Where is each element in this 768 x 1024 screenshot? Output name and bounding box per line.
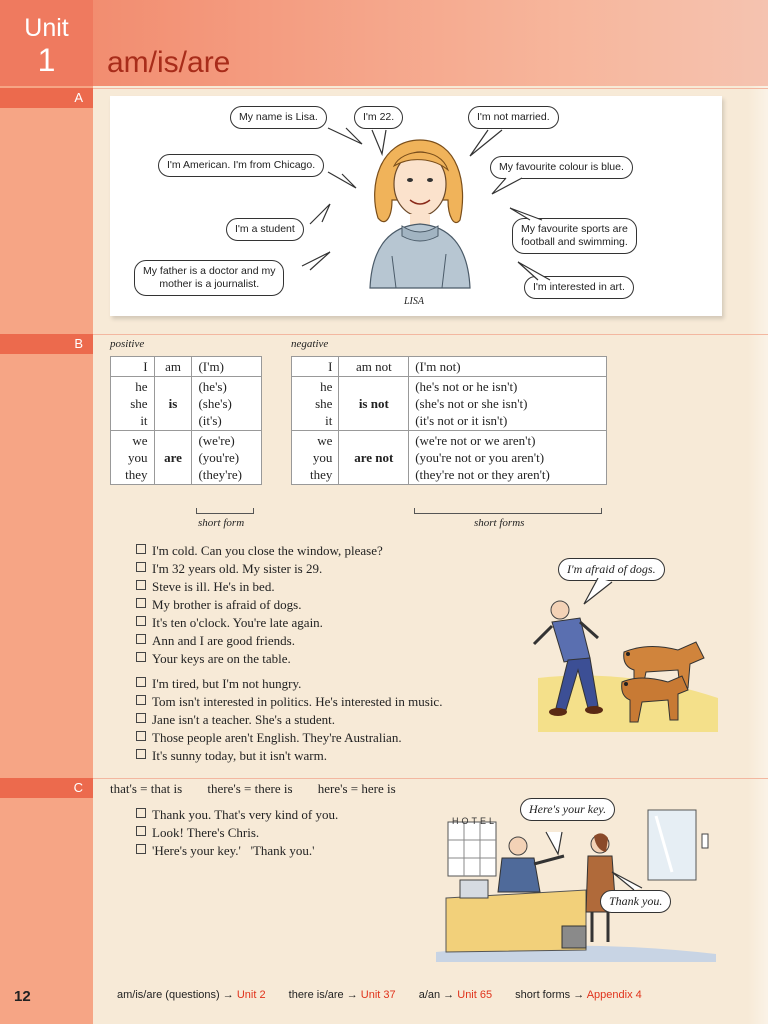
short-form-cell: (I'm not)	[409, 357, 607, 377]
bubble-key: Here's your key.	[520, 798, 615, 821]
examples-c	[136, 806, 338, 860]
list-item: Tom isn't interested in politics. He's interested in music.	[136, 693, 442, 711]
footer-link-text: am/is/are (questions) →	[117, 989, 234, 1001]
bubble-student: I'm a student	[226, 218, 304, 241]
examples-positive	[136, 542, 383, 668]
section-divider-c	[93, 778, 768, 779]
bubble-name: My name is Lisa.	[230, 106, 327, 129]
list-item: Steve is ill. He's in bed.	[136, 578, 383, 596]
list-item: I'm tired, but I'm not hungry.	[136, 675, 442, 693]
footer-cross-refs	[117, 989, 642, 1001]
contraction-here: here's = here is	[317, 781, 396, 796]
checkbox-icon	[136, 808, 146, 818]
table-row	[111, 431, 262, 485]
dog-illustration	[528, 578, 728, 738]
verb-cell: am not	[339, 357, 409, 377]
negative-table	[291, 356, 607, 485]
footer-link-unit-2[interactable]: Unit 2	[236, 989, 266, 1001]
unit-number: 1	[37, 42, 56, 78]
bubble-american: I'm American. I'm from Chicago.	[158, 154, 324, 177]
section-divider-b	[93, 334, 768, 335]
contraction-there: there's = there is	[207, 781, 293, 796]
negative-caption: negative	[291, 338, 329, 350]
short-form-cell: (he's) (she's) (it's)	[192, 377, 262, 431]
unit-badge	[0, 0, 93, 86]
bubble-art: I'm interested in art.	[524, 276, 634, 299]
examples-negative	[136, 675, 442, 765]
table-row	[111, 357, 262, 377]
footer-link-unit-37[interactable]: Unit 37	[360, 989, 396, 1001]
negative-footer: short forms	[474, 517, 525, 529]
contractions-line	[110, 781, 396, 797]
list-item: My brother is afraid of dogs.	[136, 596, 383, 614]
lisa-panel	[110, 96, 722, 316]
list-item: 'Here's your key.' 'Thank you.'	[136, 842, 338, 860]
checkbox-icon	[136, 677, 146, 687]
left-margin-strip	[0, 0, 93, 1024]
bubble-age: I'm 22.	[354, 106, 403, 129]
checkbox-icon	[136, 598, 146, 608]
dog-bubble: I'm afraid of dogs.	[558, 558, 665, 581]
lisa-caption: LISA	[404, 296, 424, 307]
checkbox-icon	[136, 695, 146, 705]
footer-link-text: there is/are →	[288, 989, 358, 1001]
unit-word: Unit	[24, 14, 69, 42]
list-item: It's ten o'clock. You're late again.	[136, 614, 383, 632]
positive-brace	[196, 508, 254, 514]
table-row	[111, 377, 262, 431]
verb-cell: are	[154, 431, 192, 485]
checkbox-icon	[136, 731, 146, 741]
pronoun-cell: we you they	[111, 431, 155, 485]
page-number: 12	[14, 988, 31, 1005]
list-item: Jane isn't a teacher. She's a student.	[136, 711, 442, 729]
page-edge-shade	[748, 86, 768, 1024]
checkbox-icon	[136, 544, 146, 554]
section-label-b: B	[0, 334, 93, 354]
checkbox-icon	[136, 844, 146, 854]
checkbox-icon	[136, 652, 146, 662]
positive-caption: positive	[110, 338, 145, 350]
pronoun-cell: I	[292, 357, 339, 377]
short-form-cell: (I'm)	[192, 357, 262, 377]
list-item: Look! There's Chris.	[136, 824, 338, 842]
bubble-father: My father is a doctor and my mother is a journalist.	[134, 260, 284, 296]
bubble-thanks: Thank you.	[600, 890, 671, 913]
pronoun-cell: he she it	[111, 377, 155, 431]
footer-link-text: a/an →	[418, 989, 455, 1001]
checkbox-icon	[136, 634, 146, 644]
positive-footer: short form	[198, 517, 245, 529]
checkbox-icon	[136, 826, 146, 836]
verb-cell: is	[154, 377, 192, 431]
list-item: I'm 32 years old. My sister is 29.	[136, 560, 383, 578]
list-item: Those people aren't English. They're Australian.	[136, 729, 442, 747]
contraction-that: that's = that is	[110, 781, 183, 796]
table-row	[292, 357, 607, 377]
pronoun-cell: I	[111, 357, 155, 377]
bubble-colour: My favourite colour is blue.	[490, 156, 633, 179]
short-form-cell: (we're not or we aren't) (you're not or you aren't) (they're not or they aren't)	[409, 431, 607, 485]
list-item: Your keys are on the table.	[136, 650, 383, 668]
short-form-cell: (we're) (you're) (they're)	[192, 431, 262, 485]
negative-brace	[414, 508, 602, 514]
page-title: am/is/are	[107, 46, 231, 79]
pronoun-cell: he she it	[292, 377, 339, 431]
checkbox-icon	[136, 616, 146, 626]
list-item: I'm cold. Can you close the window, please?	[136, 542, 383, 560]
section-label-c: C	[0, 778, 93, 798]
list-item: It's sunny today, but it isn't warm.	[136, 747, 442, 765]
checkbox-icon	[136, 580, 146, 590]
table-row	[292, 431, 607, 485]
list-item: Ann and I are good friends.	[136, 632, 383, 650]
section-divider-a	[93, 88, 768, 89]
checkbox-icon	[136, 562, 146, 572]
footer-link-appendix-4[interactable]: Appendix 4	[586, 989, 642, 1001]
lisa-illustration	[110, 96, 722, 316]
list-item: Thank you. That's very kind of you.	[136, 806, 338, 824]
footer-link-text: short forms →	[515, 989, 585, 1001]
footer-link-unit-65[interactable]: Unit 65	[457, 989, 493, 1001]
hotel-sign: HOTEL	[452, 816, 498, 826]
checkbox-icon	[136, 749, 146, 759]
pronoun-cell: we you they	[292, 431, 339, 485]
verb-cell: are not	[339, 431, 409, 485]
verb-cell: am	[154, 357, 192, 377]
table-row	[292, 377, 607, 431]
verb-cell: is not	[339, 377, 409, 431]
checkbox-icon	[136, 713, 146, 723]
short-form-cell: (he's not or he isn't) (she's not or she isn't) (it's not or it isn't)	[409, 377, 607, 431]
bubble-married: I'm not married.	[468, 106, 559, 129]
bubble-sports: My favourite sports are football and swimming.	[512, 218, 637, 254]
positive-table	[110, 356, 262, 485]
section-label-a: A	[0, 88, 93, 108]
